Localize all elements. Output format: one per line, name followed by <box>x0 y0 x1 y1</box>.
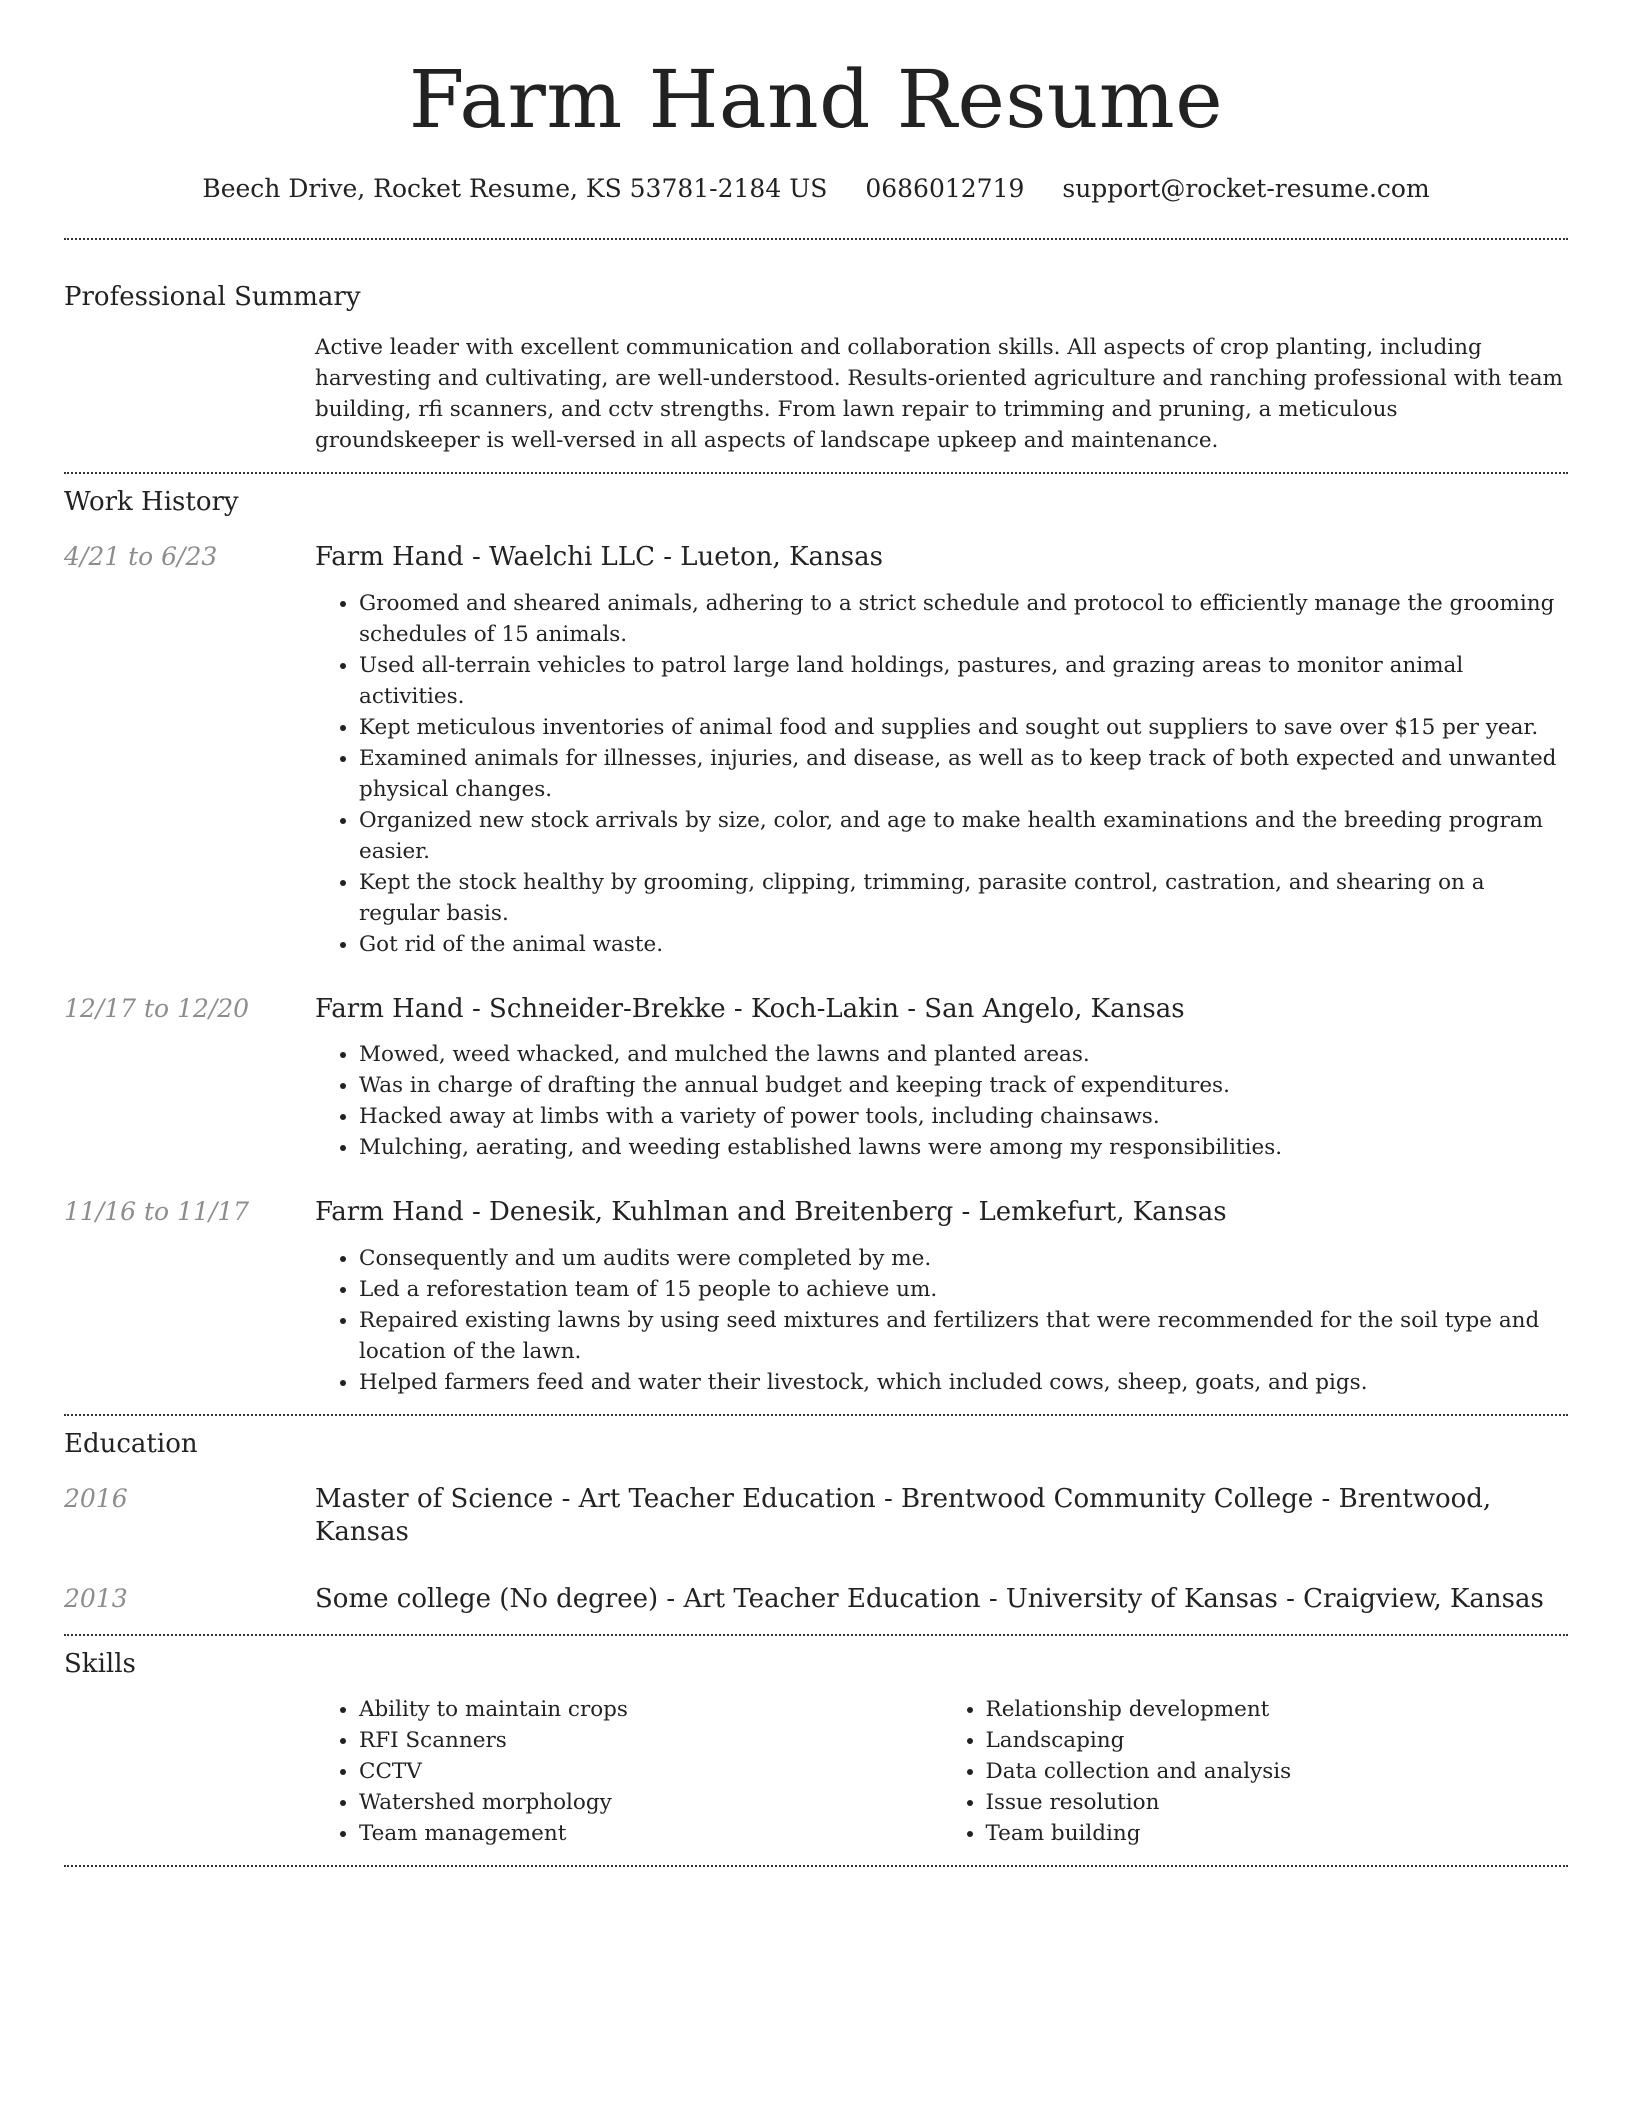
contact-address: Beech Drive, Rocket Resume, KS 53781-2184 US <box>202 174 828 203</box>
job-entry <box>64 993 1568 1164</box>
job-dates: 11/16 to 11/17 <box>64 1197 250 1227</box>
list-item: • Data collection and analysis <box>986 1756 1569 1787</box>
skills-row <box>64 1694 1568 1849</box>
education-heading: Education <box>64 1428 198 1459</box>
resume-title: Farm Hand Resume <box>408 53 1224 146</box>
job-dates: 4/21 to 6/23 <box>64 542 218 572</box>
list-item: • Team building <box>986 1818 1569 1849</box>
contact-email: support@rocket-resume.com <box>1062 174 1430 203</box>
list-item: • Consequently and um audits were completed by me. <box>359 1243 1568 1274</box>
list-item: • Organized new stock arrivals by size, color, and age to make health examinations and the breeding program easier. <box>359 805 1568 867</box>
education-section <box>64 1429 1568 1616</box>
header-divider <box>64 238 1568 240</box>
job-heading: Farm Hand - Waelchi LLC - Lueton, Kansas <box>315 542 883 573</box>
list-item: • Watershed morphology <box>359 1787 942 1818</box>
education-entry <box>64 1483 1568 1548</box>
summary-text: Active leader with excellent communication and collaboration skills. All aspects of crop planting, including harvesting and cultivating, are well-understood. Results-oriented agriculture and ranching professional with team building, rfi scanners, and cctv strengths. From lawn repair to trimming and pruning, a meticulous groundskeeper is well-versed in all aspects of landscape upkeep and maintenance. <box>315 335 1563 454</box>
list-item: • Landscaping <box>986 1725 1569 1756</box>
list-item: • Led a reforestation team of 15 people to achieve um. <box>359 1274 1568 1305</box>
summary-heading: Professional Summary <box>64 282 361 312</box>
contact-phone: 0686012719 <box>865 174 1025 203</box>
job-entry <box>64 1196 1568 1398</box>
work-history-section <box>64 487 1568 1398</box>
job-dates: 12/17 to 12/20 <box>64 993 250 1023</box>
list-item: • Hacked away at limbs with a variety of power tools, including chainsaws. <box>359 1101 1568 1132</box>
list-item: • Issue resolution <box>986 1787 1569 1818</box>
skills-divider <box>64 1865 1568 1867</box>
list-item: • Mulching, aerating, and weeding established lawns were among my responsibilities. <box>359 1132 1568 1163</box>
list-item: • Got rid of the animal waste. <box>359 929 1568 960</box>
contact-line <box>64 174 1568 204</box>
education-details: Some college (No degree) - Art Teacher Education - University of Kansas - Craigview, Kansas <box>315 1584 1544 1615</box>
education-divider <box>64 1634 1568 1636</box>
list-item: • CCTV <box>359 1756 942 1787</box>
job-bullets <box>315 1243 1568 1398</box>
skills-columns <box>315 1694 1568 1849</box>
list-item: • Mowed, weed whacked, and mulched the lawns and planted areas. <box>359 1039 1568 1070</box>
education-year: 2013 <box>64 1584 128 1614</box>
job-bullets <box>315 588 1568 960</box>
list-item: • Kept the stock healthy by grooming, clipping, trimming, parasite control, castration, and shearing on a regular basis. <box>359 867 1568 929</box>
job-heading: Farm Hand - Denesik, Kuhlman and Breitenberg - Lemkefurt, Kansas <box>315 1197 1227 1228</box>
list-item: • Examined animals for illnesses, injuries, and disease, as well as to keep track of both expected and unwanted physical changes. <box>359 743 1568 805</box>
list-item: • Repaired existing lawns by using seed mixtures and fertilizers that were recommended for the soil type and location of the lawn. <box>359 1305 1568 1367</box>
list-item: • Was in charge of drafting the annual budget and keeping track of expenditures. <box>359 1070 1568 1101</box>
skills-list-left <box>315 1694 942 1849</box>
skills-section <box>64 1649 1568 1849</box>
list-item: • Helped farmers feed and water their livestock, which included cows, sheep, goats, and pigs. <box>359 1367 1568 1398</box>
job-bullets <box>315 1039 1568 1163</box>
summary-section <box>64 282 1568 456</box>
education-details: Master of Science - Art Teacher Education - Brentwood Community College - Brentwood, Kansas <box>315 1484 1492 1547</box>
list-item: • Team management <box>359 1818 942 1849</box>
list-item: • Used all-terrain vehicles to patrol large land holdings, pastures, and grazing areas to monitor animal activities. <box>359 650 1568 712</box>
list-item: • Groomed and sheared animals, adhering to a strict schedule and protocol to efficiently manage the grooming schedules of 15 animals. <box>359 588 1568 650</box>
list-item: • Ability to maintain crops <box>359 1694 942 1725</box>
work-history-heading: Work History <box>64 487 239 518</box>
resume-page <box>64 0 1568 1867</box>
education-entry <box>64 1583 1568 1616</box>
list-item: • RFI Scanners <box>359 1725 942 1756</box>
skills-heading: Skills <box>64 1648 136 1679</box>
list-item: • Relationship development <box>986 1694 1569 1725</box>
summary-divider <box>64 472 1568 474</box>
work-divider <box>64 1414 1568 1416</box>
job-entry <box>64 541 1568 960</box>
skills-list-right <box>942 1694 1569 1849</box>
job-heading: Farm Hand - Schneider-Brekke - Koch-Lakin - San Angelo, Kansas <box>315 993 1185 1024</box>
list-item: • Kept meticulous inventories of animal food and supplies and sought out suppliers to save over $15 per year. <box>359 712 1568 743</box>
education-year: 2016 <box>64 1484 128 1514</box>
